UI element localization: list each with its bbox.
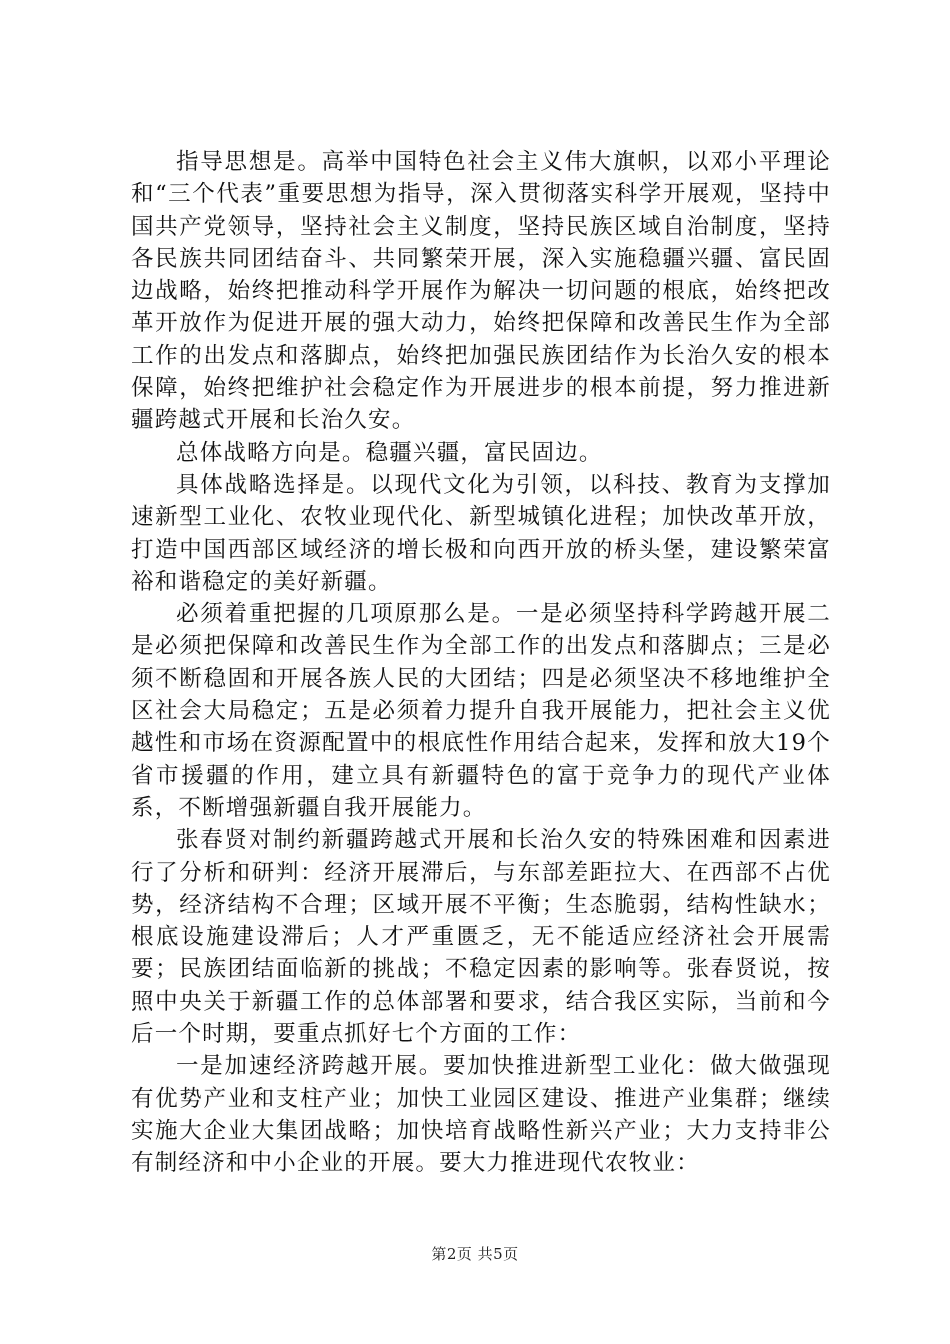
paragraph-analysis: 张春贤对制约新疆跨越式开展和长治久安的特殊困难和因素进行了分析和研判：经济开展滞后，与东部差距拉大、在西部不占优势，经济结构不合理；区域开展不平衡；生态脆弱，结构性缺水；根底设施建设滞后；人才严重匮乏，无不能适应经济社会开展需要；民族团结面临新的挑战；不稳定因素的影响等。张春贤说，按照中央关于新疆工作的总体部署和要求，结合我区实际，当前和今后一个时期，要重点抓好七个方面的工作： [131, 827, 831, 1048]
document-body [131, 146, 831, 1180]
paragraph-principles: 必须着重把握的几项原那么是。一是必须坚持科学跨越开展二是必须把保障和改善民生作为全部工作的出发点和落脚点；三是必须不断稳固和开展各族人民的大团结；四是必须坚决不移地维护全区社会大局稳定；五是必须着力提升自我开展能力，把社会主义优越性和市场在资源配置中的根底性作用结合起来，发挥和放大19个省市援疆的作用，建立具有新疆特色的富于竞争力的现代产业体系，不断增强新疆自我开展能力。 [131, 601, 831, 821]
paragraph-overall-strategy: 总体战略方向是。稳疆兴疆，富民固边。 [176, 439, 603, 466]
page-footer: 第2页 共5页 [431, 1245, 519, 1263]
paragraph-specific-strategy: 具体战略选择是。以现代文化为引领，以科技、教育为支撑加速新型工业化、农牧业现代化、新型城镇化进程；加快改革开放，打造中国西部区域经济的增长极和向西开放的桥头堡，建设繁荣富裕和谐稳定的美好新疆。 [131, 471, 831, 595]
paragraph-economic-development: 一是加速经济跨越开展。要加快推进新型工业化：做大做强现有优势产业和支柱产业；加快工业园区建设、推进产业集群；继续实施大企业大集团战略；加快培育战略性新兴产业；大力支持非公有制经济和中小企业的开展。要大力推进现代农牧业： [131, 1053, 831, 1177]
paragraph-guiding-ideology: 指导思想是。高举中国特色社会主义伟大旗帜，以邓小平理论和“三个代表”重要思想为指导，深入贯彻落实科学开展观，坚持中国共产党领导，坚持社会主义制度，坚持民族区域自治制度，坚持各民族共同团结奋斗、共同繁荣开展，深入实施稳疆兴疆、富民固边战略，始终把推动科学开展作为解决一切问题的根底，始终把改革开放作为促进开展的强大动力，始终把保障和改善民生作为全部工作的出发点和落脚点，始终把加强民族团结作为长治久安的根本保障，始终把维护社会稳定作为开展进步的根本前提，努力推进新疆跨越式开展和长治久安。 [131, 149, 831, 434]
